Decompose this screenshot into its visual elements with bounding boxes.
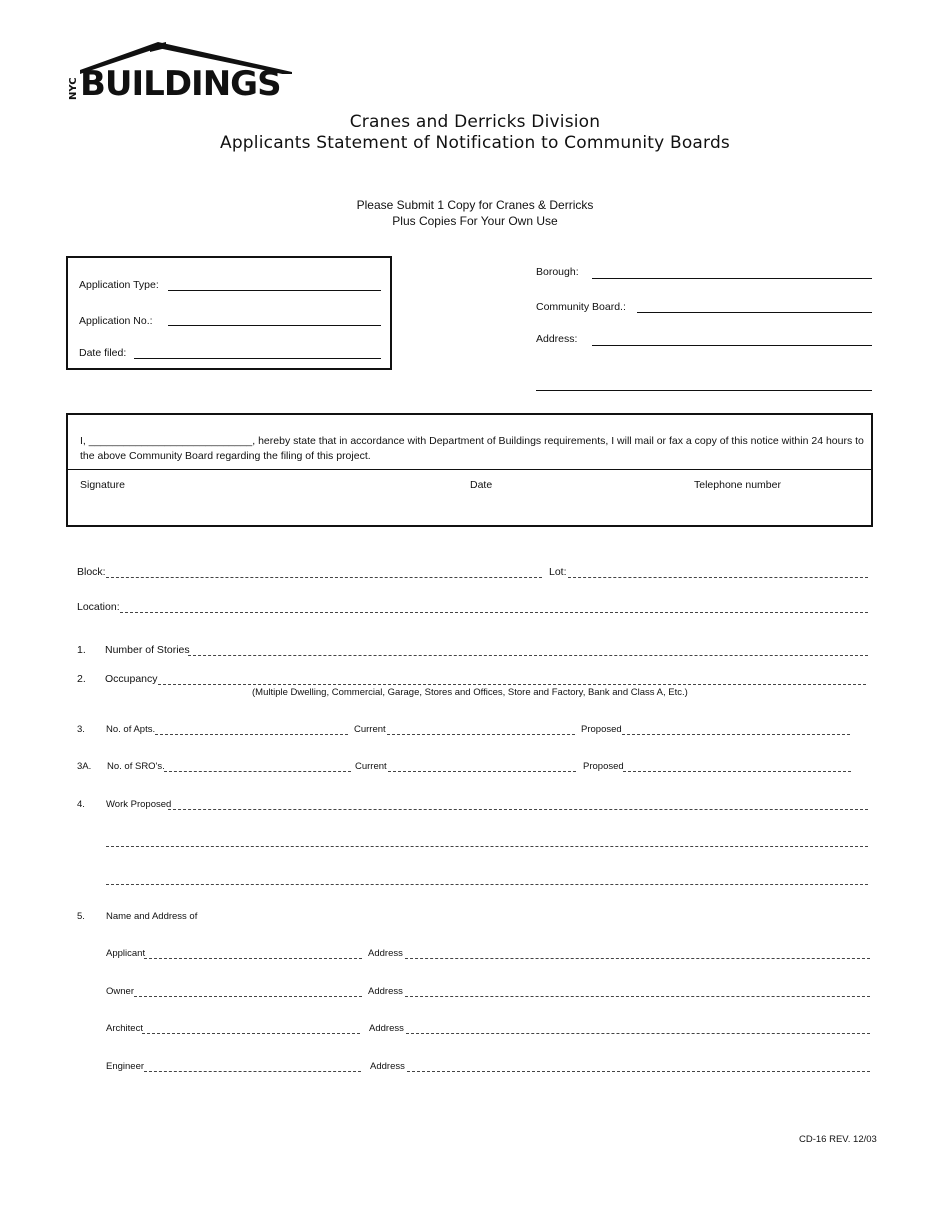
sros-current-field[interactable] <box>388 771 576 772</box>
owner-address-label: Address <box>368 986 403 997</box>
community-board-field[interactable] <box>637 312 872 313</box>
applicant-address-label: Address <box>368 948 403 959</box>
submit-note-1: Please Submit 1 Copy for Cranes & Derricks <box>356 198 594 212</box>
item-4-number: 4. <box>77 799 85 810</box>
applicant-address-field[interactable] <box>405 958 870 959</box>
architect-address-label: Address <box>369 1023 404 1034</box>
application-type-label: Application Type: <box>79 279 159 291</box>
item-3a-number: 3A. <box>77 761 92 772</box>
engineer-label: Engineer <box>106 1061 145 1072</box>
application-no-label: Application No.: <box>79 315 153 327</box>
block-label: Block: <box>77 566 106 578</box>
architect-address-field[interactable] <box>406 1033 870 1034</box>
stories-label: Number of Stories <box>105 644 190 656</box>
apts-proposed-label: Proposed <box>581 724 622 735</box>
signature-field[interactable] <box>78 489 458 519</box>
architect-field[interactable] <box>142 1033 360 1034</box>
work-proposed-field-1[interactable] <box>168 809 868 810</box>
logo-nyc: NYC <box>68 77 79 100</box>
statement-box <box>66 413 873 527</box>
date-label: Date <box>470 479 493 491</box>
item-2-number: 2. <box>77 673 86 685</box>
address-field[interactable] <box>592 345 872 346</box>
owner-field[interactable] <box>134 996 362 997</box>
statement-line-2: the above Community Board regarding the filing of this project. <box>80 450 371 462</box>
engineer-field[interactable] <box>144 1071 361 1072</box>
telephone-label: Telephone number <box>694 479 781 491</box>
location-label: Location: <box>77 601 120 613</box>
item-5-number: 5. <box>77 911 85 922</box>
occupancy-label: Occupancy <box>105 673 158 685</box>
date-field[interactable] <box>468 489 678 519</box>
work-proposed-field-3[interactable] <box>106 884 868 885</box>
date-filed-label: Date filed: <box>79 347 127 359</box>
sros-current-label: Current <box>355 761 387 772</box>
name-address-label: Name and Address of <box>106 911 198 922</box>
sros-proposed-label: Proposed <box>583 761 624 772</box>
location-field[interactable] <box>120 612 868 613</box>
borough-label: Borough: <box>536 266 579 278</box>
date-filed-field[interactable] <box>134 358 381 359</box>
block-field[interactable] <box>106 577 542 578</box>
application-no-field[interactable] <box>168 325 381 326</box>
architect-label: Architect <box>106 1023 143 1034</box>
form-code: CD-16 REV. 12/03 <box>799 1134 877 1145</box>
apts-proposed-field[interactable] <box>622 734 850 735</box>
telephone-field[interactable] <box>692 489 862 519</box>
sros-label: No. of SRO's. <box>107 761 165 772</box>
address-field-2[interactable] <box>536 390 872 391</box>
item-1-number: 1. <box>77 644 86 656</box>
work-proposed-field-2[interactable] <box>106 846 868 847</box>
work-proposed-label: Work Proposed <box>106 799 172 810</box>
applicant-label: Applicant <box>106 948 146 959</box>
item-3-number: 3. <box>77 724 85 735</box>
apts-current-label: Current <box>354 724 386 735</box>
page-subtitle: Applicants Statement of Notification to Community Boards <box>219 133 730 153</box>
signature-label: Signature <box>80 479 125 491</box>
sros-proposed-field[interactable] <box>623 771 851 772</box>
statement-divider <box>68 469 871 470</box>
lot-label: Lot: <box>549 566 567 578</box>
application-box <box>66 256 392 370</box>
occupancy-note: (Multiple Dwelling, Commercial, Garage, Stores and Offices, Store and Factory, Bank and Class A, Etc.) <box>252 687 688 698</box>
page-title: Cranes and Derricks Division <box>349 112 601 132</box>
applicant-field[interactable] <box>144 958 362 959</box>
sros-field[interactable] <box>164 771 351 772</box>
lot-field[interactable] <box>568 577 868 578</box>
engineer-address-label: Address <box>370 1061 405 1072</box>
apts-field[interactable] <box>155 734 348 735</box>
owner-label: Owner <box>106 986 134 997</box>
engineer-address-field[interactable] <box>407 1071 870 1072</box>
statement-line-1: I, ____________________________, hereby state that in accordance with Department of Buildings requirements, I will mail or fax a copy of this notice within 24 hours to <box>80 435 864 447</box>
stories-field[interactable] <box>188 655 868 656</box>
application-type-field[interactable] <box>168 290 381 291</box>
logo-wordmark: BUILDINGS <box>80 64 281 104</box>
apts-label: No. of Apts. <box>106 724 156 735</box>
apts-current-field[interactable] <box>387 734 575 735</box>
address-label: Address: <box>536 333 578 345</box>
occupancy-field[interactable] <box>158 684 866 685</box>
community-board-label: Community Board.: <box>536 301 626 313</box>
borough-field[interactable] <box>592 278 872 279</box>
owner-address-field[interactable] <box>405 996 870 997</box>
submit-note-2: Plus Copies For Your Own Use <box>392 214 558 228</box>
